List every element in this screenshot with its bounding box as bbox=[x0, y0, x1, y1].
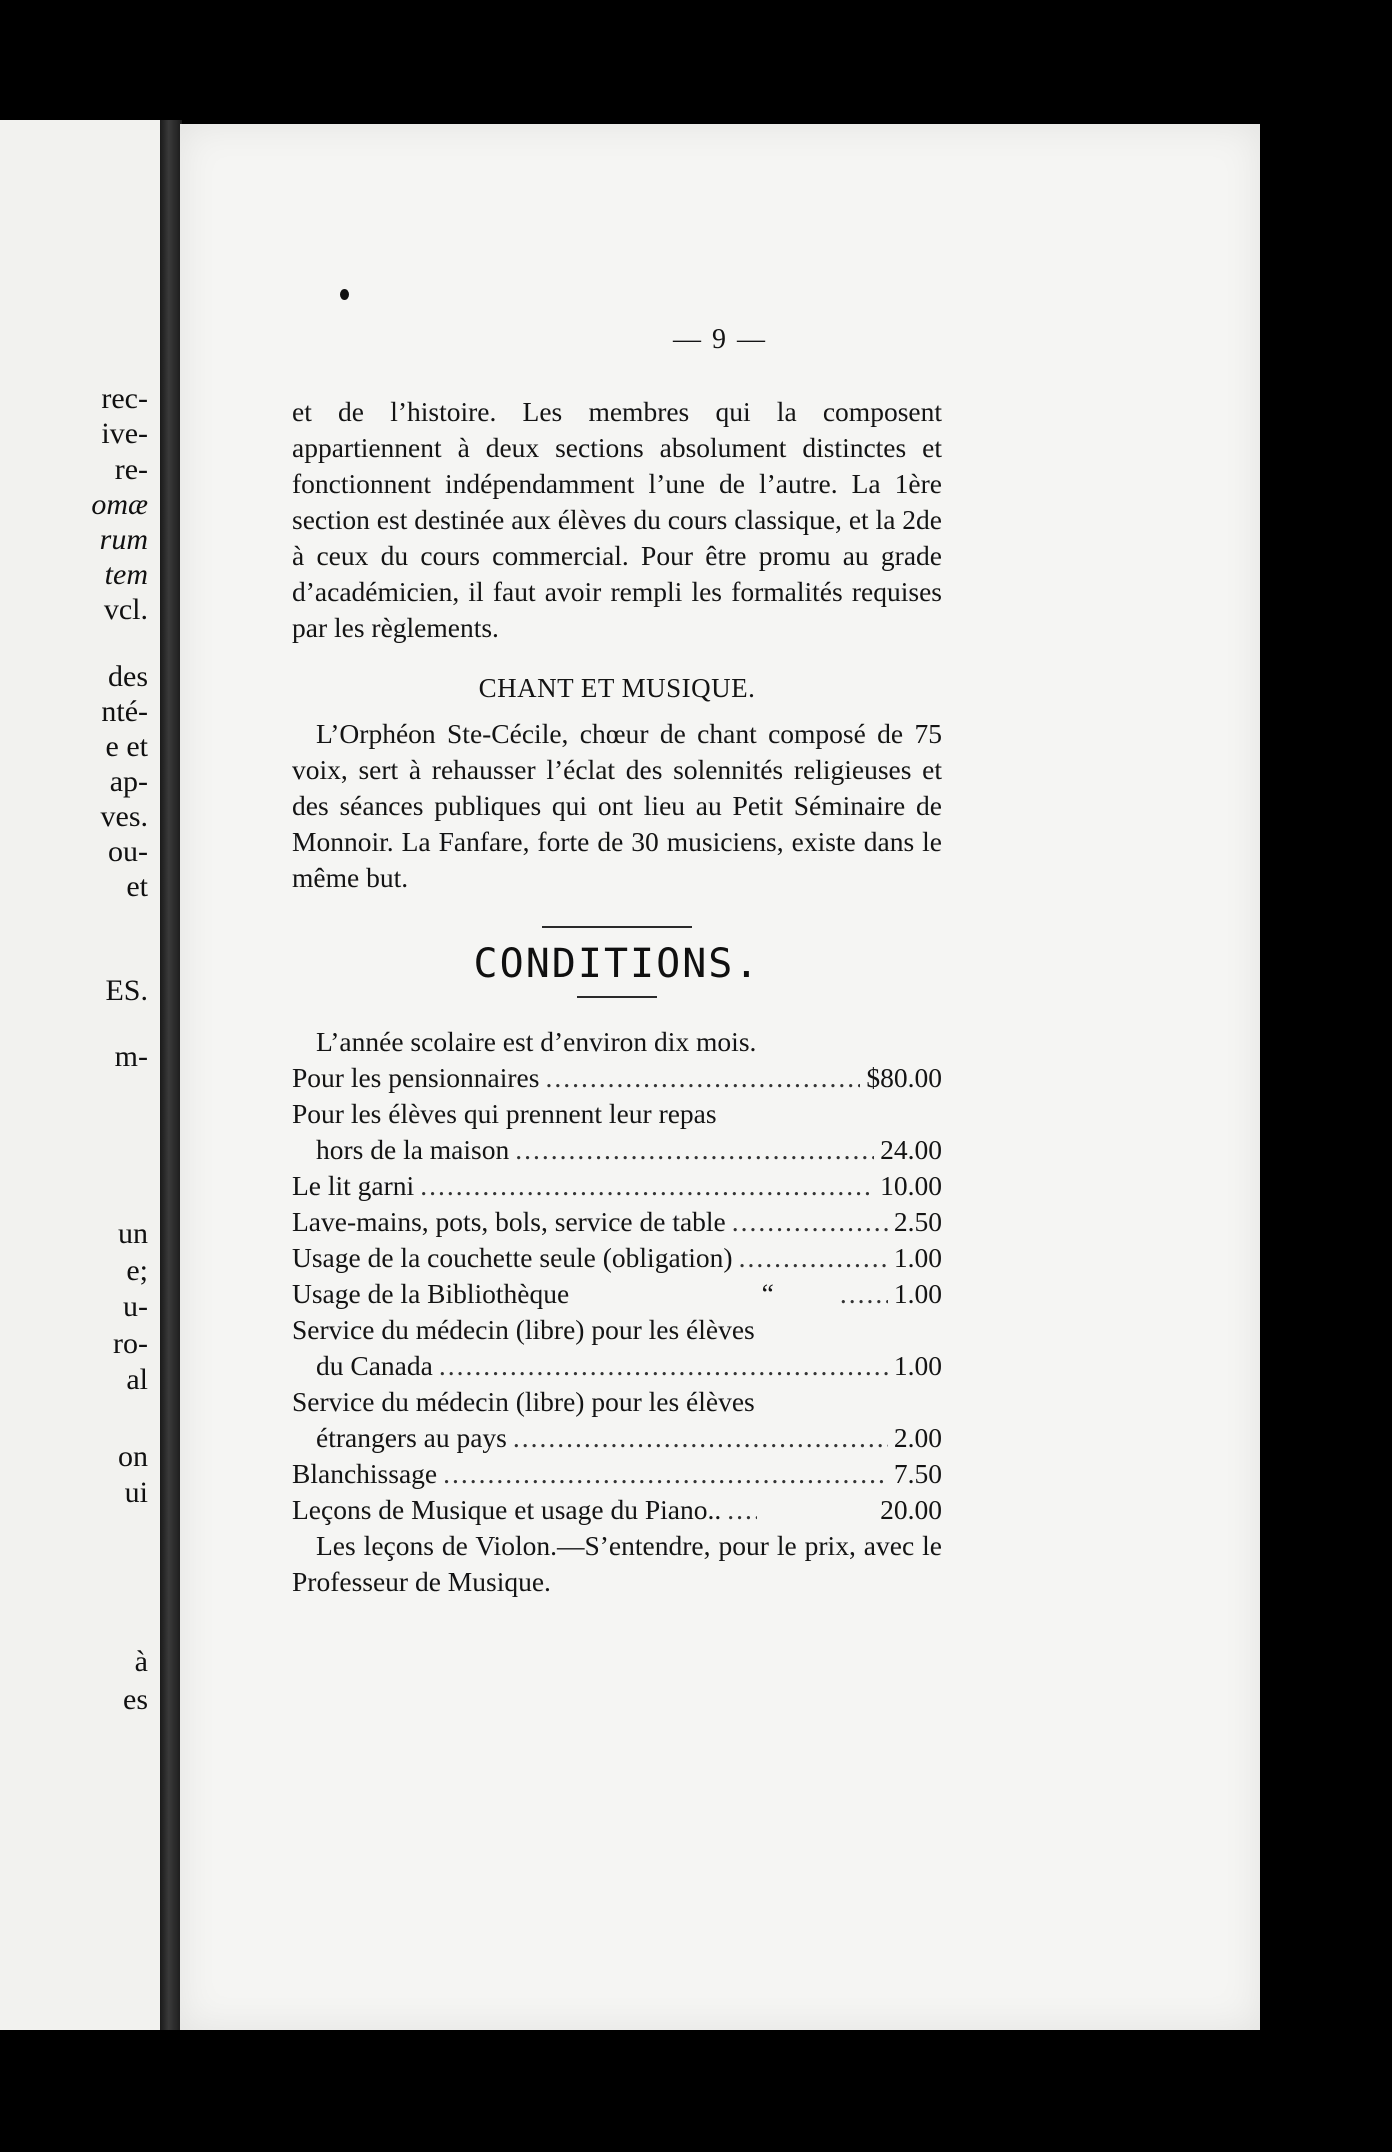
dot-leader bbox=[420, 1168, 874, 1204]
scan-background bbox=[1260, 150, 1392, 2010]
price-label: Pour les pensionnaires bbox=[292, 1062, 540, 1093]
left-fragment: al bbox=[126, 1363, 148, 1396]
price-line-medecin-canada-first: Service du médecin (libre) pour les élèves bbox=[292, 1314, 755, 1345]
scanned-page bbox=[180, 124, 1260, 2030]
dot-leader bbox=[732, 1204, 888, 1240]
price-line-bibliotheque bbox=[292, 1276, 942, 1312]
ink-speck bbox=[340, 289, 349, 300]
price-value: 1.00 bbox=[893, 1242, 942, 1273]
dot-leader bbox=[439, 1348, 888, 1384]
left-fragment: es bbox=[123, 1683, 148, 1716]
divider-rule-short bbox=[577, 996, 657, 998]
left-fragment: u- bbox=[123, 1290, 148, 1323]
left-fragment: un bbox=[118, 1217, 148, 1250]
intro-paragraph: et de l’histoire. Les membres qui la composent appartiennent à deux sections absolument distinctes et fonctionnent indépendamment l’une de l’autre. La 1ère section est destinée aux élèves du cours classique, et la 2de à ceux du cours commercial. Pour être promu au grade d’académicien, il faut avoir rempli les formalités requises par les règlements. bbox=[292, 396, 942, 643]
price-value: 24.00 bbox=[880, 1134, 942, 1165]
price-label: Usage de la couchette seule (obligation) bbox=[292, 1242, 733, 1273]
price-label: Le lit garni bbox=[292, 1170, 415, 1201]
dot-leader bbox=[515, 1132, 874, 1168]
price-value: 10.00 bbox=[880, 1170, 942, 1201]
price-label: du Canada bbox=[316, 1350, 433, 1381]
dot-leader bbox=[840, 1276, 888, 1312]
left-fragment: ou- bbox=[108, 835, 148, 868]
left-fragment: vcl. bbox=[103, 593, 148, 626]
price-label: hors de la maison bbox=[316, 1134, 510, 1165]
left-fragment: des bbox=[108, 660, 148, 693]
left-fragment: re- bbox=[114, 453, 148, 486]
left-fragment: à bbox=[134, 1645, 148, 1678]
dot-leader bbox=[727, 1492, 757, 1528]
chant-paragraph: L’Orphéon Ste-Cécile, chœur de chant composé de 75 voix, sert à rehausser l’éclat des solennités religieuses et des séances publiques qui ont lieu au Petit Séminaire de Monnoir. La Fanfare, forte de 30 musiciens, existe dans le même but. bbox=[292, 718, 942, 893]
dot-leader bbox=[513, 1420, 888, 1456]
price-line-medecin-etrangers-first: Service du médecin (libre) pour les élèves bbox=[292, 1386, 755, 1417]
price-line-externes-first: Pour les élèves qui prennent leur repas bbox=[292, 1098, 717, 1129]
dot-leader bbox=[545, 1060, 860, 1096]
price-label: étrangers au pays bbox=[316, 1422, 507, 1453]
price-line-medecin-etrangers bbox=[292, 1420, 942, 1456]
left-fragment: e; bbox=[126, 1254, 148, 1287]
year-note: L’année scolaire est d’environ dix mois. bbox=[316, 1026, 757, 1057]
left-fragment: ap- bbox=[109, 765, 148, 798]
section-heading-chant: CHANT ET MUSIQUE. bbox=[478, 673, 756, 703]
dot-leader bbox=[443, 1456, 888, 1492]
left-fragment: ves. bbox=[100, 800, 148, 833]
conditions-title: CONDITIONS. bbox=[473, 941, 761, 987]
page-body bbox=[292, 394, 942, 1600]
left-fragment: tem bbox=[104, 558, 148, 591]
price-value: 1.00 bbox=[893, 1278, 942, 1309]
divider-rule bbox=[542, 926, 692, 928]
left-fragment: omæ bbox=[91, 488, 148, 521]
left-fragment: rec- bbox=[101, 382, 148, 415]
left-fragment: ES. bbox=[105, 974, 148, 1007]
previous-page-strip bbox=[0, 120, 166, 2030]
price-value: 7.50 bbox=[893, 1458, 942, 1489]
left-fragment: ive- bbox=[101, 417, 148, 450]
left-fragment: m- bbox=[114, 1040, 148, 1073]
price-value: 20.00 bbox=[880, 1494, 942, 1525]
price-line-medecin-canada bbox=[292, 1348, 942, 1384]
price-line-externes bbox=[292, 1132, 942, 1168]
price-line-piano bbox=[292, 1492, 942, 1528]
price-label: Usage de la Bibliothèque bbox=[292, 1278, 570, 1309]
price-value: 1.00 bbox=[893, 1350, 942, 1381]
left-fragment: ro- bbox=[113, 1327, 148, 1360]
left-fragment: e et bbox=[105, 730, 148, 763]
left-fragment: ui bbox=[124, 1476, 148, 1509]
price-line-blanchissage bbox=[292, 1456, 942, 1492]
price-label: Leçons de Musique et usage du Piano.. bbox=[292, 1494, 722, 1525]
left-fragment: nté- bbox=[101, 695, 148, 728]
ditto-mark: “ bbox=[761, 1278, 774, 1309]
price-line-lave-mains bbox=[292, 1204, 942, 1240]
price-line-pensionnaires bbox=[292, 1060, 942, 1096]
book-gutter bbox=[160, 120, 182, 2030]
price-label: Lave-mains, pots, bols, service de table bbox=[292, 1206, 726, 1237]
price-value: 2.00 bbox=[893, 1422, 942, 1453]
dot-leader bbox=[739, 1240, 888, 1276]
violon-note: Les leçons de Violon.—S’entendre, pour le prix, avec le Professeur de Musique. bbox=[292, 1530, 942, 1597]
left-fragment: et bbox=[126, 870, 148, 903]
left-fragment: rum bbox=[99, 523, 148, 556]
left-fragment: on bbox=[118, 1440, 148, 1473]
price-line-couchette bbox=[292, 1240, 942, 1276]
price-line-lit bbox=[292, 1168, 942, 1204]
price-value: 2.50 bbox=[893, 1206, 942, 1237]
page-number: — 9 — bbox=[673, 324, 767, 355]
price-value: $80.00 bbox=[866, 1062, 942, 1093]
price-label: Blanchissage bbox=[292, 1458, 438, 1489]
